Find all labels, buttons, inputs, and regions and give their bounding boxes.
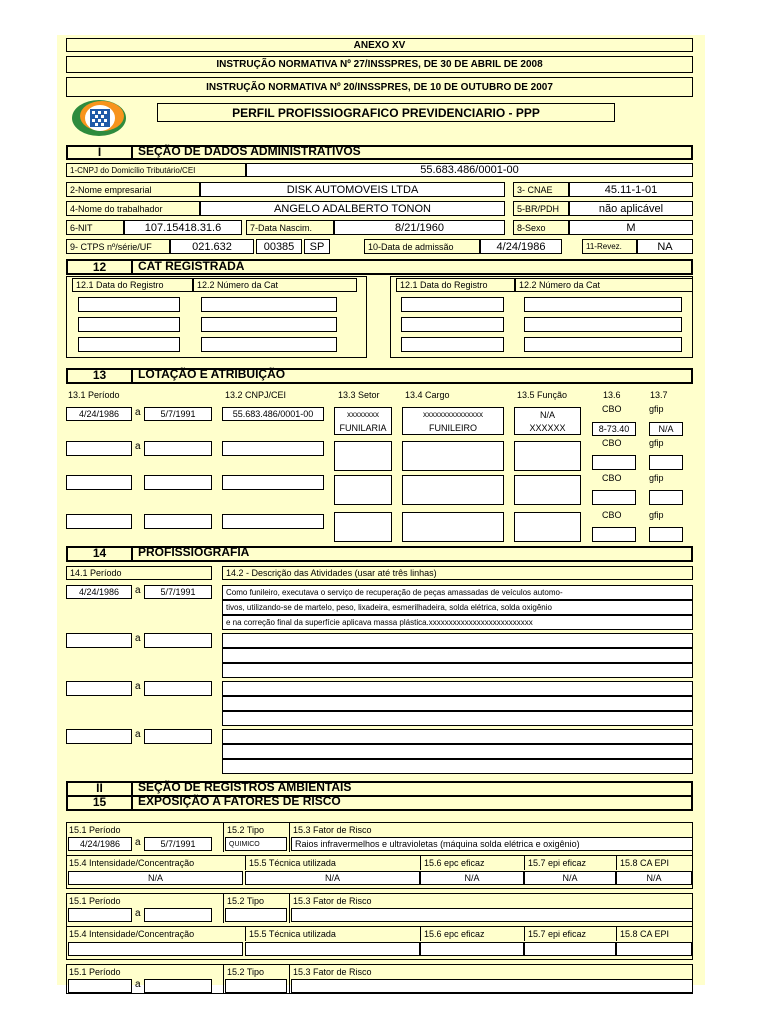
section-13-title: LOTAÇÃO E ATRIBUIÇÃO [138,367,286,381]
lotacao-periodo-label: 13.1 Período [68,390,120,400]
br-pdh-field[interactable]: não aplicável [569,201,693,216]
risco-tipo-field[interactable]: QUIMICO [225,837,287,851]
lotacao-setor-field[interactable] [334,475,392,505]
risco-epc-label: 15.6 epc eficaz [424,929,485,939]
cat-data-field[interactable] [401,337,504,352]
lotacao-inicio-field[interactable]: 4/24/1986 [66,407,132,421]
br-pdh-label: 5-BR/PDH [513,201,569,216]
risco-a-label: a [135,908,141,919]
section-i-title: SEÇÃO DE DADOS ADMINISTRATIVOS [138,144,361,158]
profissiografia-inicio-field[interactable]: 4/24/1986 [66,585,132,599]
cat-numero-label: 12.2 Número da Cat [515,278,693,292]
section-15-number: 15 [92,795,107,809]
lotacao-gfip-label: gfip [649,438,664,448]
inss-logo [70,97,128,139]
data-admissao-label: 10-Data de admissão [364,239,480,254]
risco-epi-field[interactable] [524,942,616,956]
data-nascimento-field[interactable]: 8/21/1960 [334,220,505,235]
risco-tipo-label: 15.2 Tipo [227,967,265,977]
profissiografia-fim-field[interactable] [144,729,212,744]
lotacao-cbo-number: 13.6 [603,390,621,400]
risco-fim-field[interactable] [144,979,212,993]
lotacao-gfip-field[interactable]: N/A [649,422,683,436]
risco-a-label: a [135,837,141,848]
lotacao-cnpj-field[interactable] [222,514,324,529]
section-12-header [66,259,693,275]
lotacao-cbo-field[interactable] [592,455,636,470]
lotacao-setor-field[interactable] [334,512,392,542]
profissiografia-descricao-line[interactable] [222,711,693,726]
cat-data-field[interactable] [78,337,180,352]
section-14-header [66,546,693,562]
profissiografia-fim-field[interactable] [144,633,212,648]
cnae-field[interactable]: 45.11-1-01 [569,182,693,197]
profissiografia-descricao-line[interactable] [222,729,693,744]
cat-data-field[interactable] [401,317,504,332]
lotacao-inicio-field[interactable] [66,475,132,490]
cnae-label: 3- CNAE [513,182,569,197]
profissiografia-a-label: a [135,681,141,692]
risco-periodo-label: 15.1 Período [69,896,121,906]
profissiografia-descricao-line[interactable] [222,648,693,663]
lotacao-setor-field[interactable] [334,407,392,435]
lotacao-cnpj-field[interactable]: 55.683.486/0001-00 [222,407,324,421]
profissiografia-descricao-line[interactable] [222,633,693,648]
risco-epc-field[interactable]: N/A [420,871,524,885]
risco-tecnica-field[interactable] [245,942,420,956]
risk-block [66,893,693,960]
lotacao-cargo-field[interactable] [402,407,504,435]
lotacao-funcao-field[interactable] [514,407,581,435]
lotacao-fim-field[interactable]: 5/7/1991 [144,407,212,421]
lotacao-cargo-value: FUNILEIRO [428,423,477,433]
nit-field[interactable]: 107.15418.31.6 [124,220,242,235]
profissiografia-descricao-line[interactable] [222,681,693,696]
data-nascimento-label: 7-Data Nascim. [246,220,334,235]
lotacao-inicio-field[interactable] [66,514,132,529]
profissiografia-fim-field[interactable] [144,681,212,696]
profissiografia-inicio-field[interactable] [66,681,132,696]
trabalhador-field[interactable]: ANGELO ADALBERTO TONON [200,201,505,216]
profissiografia-descricao-line[interactable]: e na correção final da superfície aplicava massa plástica.xxxxxxxxxxxxxxxxxxxxxxxxxx [222,615,693,630]
lotacao-a-label: a [135,441,141,452]
lotacao-gfip-number: 13.7 [650,390,668,400]
profissiografia-inicio-field[interactable] [66,729,132,744]
risco-fim-field[interactable] [144,908,212,922]
risco-tecnica-field[interactable]: N/A [245,871,420,885]
risk-block [66,964,693,994]
lotacao-fim-field[interactable] [144,475,212,490]
risco-epc-label: 15.6 epc eficaz [424,858,485,868]
section-i-header [66,145,693,160]
lotacao-inicio-field[interactable] [66,441,132,456]
risco-fator-label: 15.3 Fator de Risco [293,967,372,977]
cat-data-registro-label: 12.1 Data do Registro [72,278,193,292]
lotacao-gfip-field[interactable] [649,490,683,505]
profissiografia-a-label: a [135,633,141,644]
risco-tipo-field[interactable] [225,979,287,993]
lotacao-gfip-field[interactable] [649,527,683,542]
risco-tipo-label: 15.2 Tipo [227,896,265,906]
risco-periodo-label: 15.1 Período [69,967,121,977]
profissiografia-descricao-line[interactable] [222,663,693,678]
ctps-serie-field[interactable]: 00385 [256,239,302,254]
revezamento-label: 11-Revez. [582,239,637,254]
risco-ca-label: 15.8 CA EPI [620,929,670,939]
risco-epi-label: 15.7 epi eficaz [528,929,587,939]
section-14-number: 14 [92,546,107,560]
lotacao-funcao-code: N/A [539,410,555,420]
cat-numero-field[interactable] [201,337,337,352]
lotacao-gfip-field[interactable] [649,455,683,470]
lotacao-cargo-field[interactable] [402,475,504,505]
profissiografia-fim-field[interactable]: 5/7/1991 [144,585,212,599]
lotacao-setor-value: FUNILARIA [339,423,387,433]
cat-numero-field[interactable] [524,317,682,332]
lotacao-cargo-code: xxxxxxxxxxxxxxx [423,410,483,419]
lotacao-cbo-label: CBO [602,404,622,414]
section-12-number: 12 [92,260,107,274]
ppp-form [57,35,705,990]
ppp-title: PERFIL PROFISSIOGRAFICO PREVIDENCIARIO - PPP [157,103,615,122]
risco-intensidade-field[interactable]: N/A [68,871,243,885]
profissiografia-a-label: a [135,729,141,740]
risco-tipo-label: 15.2 Tipo [227,825,265,835]
lotacao-cargo-field[interactable] [402,441,504,471]
lotacao-cbo-field[interactable] [592,527,636,542]
risco-intensidade-field[interactable] [68,942,243,956]
lotacao-cnpj-field[interactable] [222,475,324,490]
lotacao-funcao-value: XXXXXX [529,423,566,433]
cat-data-field[interactable] [78,297,180,312]
cat-left-panel [66,276,367,358]
risco-fator-label: 15.3 Fator de Risco [293,825,372,835]
risco-periodo-label: 15.1 Período [69,825,121,835]
lotacao-funcao-field[interactable] [514,475,581,505]
cnpj-field[interactable]: 55.683.486/0001-00 [246,163,693,177]
risco-intensidade-label: 15.4 Intensidade/Concentração [69,858,195,868]
profissiografia-periodo-label: 14.1 Período [66,566,212,580]
cat-numero-field[interactable] [524,297,682,312]
in20-title: INSTRUÇÃO NORMATIVA Nº 20/INSSPRES, DE 10 DE OUTUBRO DE 2007 [66,77,693,97]
profissiografia-descricao-line[interactable] [222,744,693,759]
profissiografia-descricao-line[interactable] [222,759,693,774]
lotacao-cnpj-field[interactable] [222,441,324,456]
nit-label: 6-NIT [66,220,124,235]
risco-epi-field[interactable]: N/A [524,871,616,885]
lotacao-a-label: a [135,407,141,418]
anexo-title: ANEXO XV [66,38,693,52]
lotacao-gfip-label: gfip [649,510,664,520]
risco-inicio-field[interactable] [68,979,132,993]
risco-inicio-field[interactable] [68,908,132,922]
lotacao-funcao-field[interactable] [514,512,581,542]
lotacao-cbo-field[interactable] [592,490,636,505]
risco-tipo-field[interactable] [225,908,287,922]
risco-fator-field[interactable] [291,979,693,993]
lotacao-cbo-label: CBO [602,510,622,520]
risco-fim-field[interactable]: 5/7/1991 [144,837,212,851]
in27-title: INSTRUÇÃO NORMATIVA Nº 27/INSSPRES, DE 30 DE ABRIL DE 2008 [66,56,693,73]
risk-block [66,822,693,889]
profissiografia-descricao-line[interactable]: Como funileiro, executava o serviço de recuperação de peças amassadas de veículos automo- [222,585,693,600]
risco-fator-label: 15.3 Fator de Risco [293,896,372,906]
cat-data-registro-label: 12.1 Data do Registro [396,278,515,292]
profissiografia-descricao-label: 14.2 - Descrição das Atividades (usar até três linhas) [222,566,693,580]
trabalhador-label: 4-Nome do trabalhador [66,201,200,216]
cat-numero-field[interactable] [524,337,682,352]
ctps-uf-field[interactable]: SP [304,239,330,254]
risco-tecnica-label: 15.5 Técnica utilizada [249,858,336,868]
risco-epc-field[interactable] [420,942,524,956]
risco-a-label: a [135,979,141,990]
ctps-label: 9- CTPS nº/série/UF [66,239,170,254]
lotacao-setor-field[interactable] [334,441,392,471]
profissiografia-a-label: a [135,585,141,596]
section-15-title: EXPOSIÇÃO A FATORES DE RISCO [138,794,341,808]
cat-numero-label: 12.2 Número da Cat [193,278,357,292]
nome-empresarial-label: 2-Nome empresarial [66,182,200,197]
section-12-title: CAT REGISTRADA [138,259,245,273]
lotacao-cargo-field[interactable] [402,512,504,542]
cat-data-field[interactable] [78,317,180,332]
lotacao-cbo-field[interactable]: 8-73.40 [592,422,636,436]
cat-numero-field[interactable] [201,297,337,312]
nome-empresarial-field[interactable]: DISK AUTOMOVEIS LTDA [200,182,505,197]
cat-data-field[interactable] [401,297,504,312]
profissiografia-descricao-line[interactable] [222,696,693,711]
lotacao-gfip-label: gfip [649,473,664,483]
lotacao-fim-field[interactable] [144,514,212,529]
risco-intensidade-label: 15.4 Intensidade/Concentração [69,929,195,939]
section-13-number: 13 [92,368,107,382]
section-ii-header [66,781,693,811]
section-13-header [66,368,693,384]
section-ii-title: SEÇÃO DE REGISTROS AMBIENTAIS [138,780,352,794]
risco-ca-field[interactable] [616,942,692,956]
risco-ca-field[interactable]: N/A [616,871,692,885]
data-admissao-field[interactable]: 4/24/1986 [480,239,562,254]
lotacao-gfip-label: gfip [649,404,664,414]
profissiografia-inicio-field[interactable] [66,633,132,648]
lotacao-cbo-label: CBO [602,473,622,483]
lotacao-cbo-label: CBO [602,438,622,448]
lotacao-cnpj-label: 13.2 CNPJ/CEI [225,390,287,400]
section-14-title: PROFISSIOGRAFIA [138,545,250,559]
sexo-field[interactable]: M [569,220,693,235]
cnpj-label: 1-CNPJ do Domicílio Tributário/CEI [66,163,246,177]
profissiografia-descricao-line[interactable]: tivos, utilizando-se de martelo, peso, lixadeira, esmerilhadeira, solda elétrica, solda oxigênio [222,600,693,615]
cat-numero-field[interactable] [201,317,337,332]
section-i-number: I [97,145,102,159]
lotacao-funcao-field[interactable] [514,441,581,471]
risco-ca-label: 15.8 CA EPI [620,858,670,868]
ctps-numero-field[interactable]: 021.632 [170,239,254,254]
section-ii-number: II [96,781,103,795]
cat-right-panel [390,276,693,358]
risco-fator-field[interactable] [291,908,693,922]
risco-tecnica-label: 15.5 Técnica utilizada [249,929,336,939]
lotacao-setor-code: xxxxxxxx [347,410,379,419]
lotacao-cargo-label: 13.4 Cargo [405,390,450,400]
risco-inicio-field[interactable]: 4/24/1986 [68,837,132,851]
sexo-label: 8-Sexo [513,220,569,235]
risco-epi-label: 15.7 epi eficaz [528,858,587,868]
risco-fator-field[interactable]: Raios infravermelhos e ultravioletas (máquina solda elétrica e oxigênio) [291,837,693,851]
lotacao-setor-label: 13.3 Setor [338,390,380,400]
lotacao-fim-field[interactable] [144,441,212,456]
lotacao-funcao-label: 13.5 Função [517,390,568,400]
revezamento-field[interactable]: NA [637,239,693,254]
